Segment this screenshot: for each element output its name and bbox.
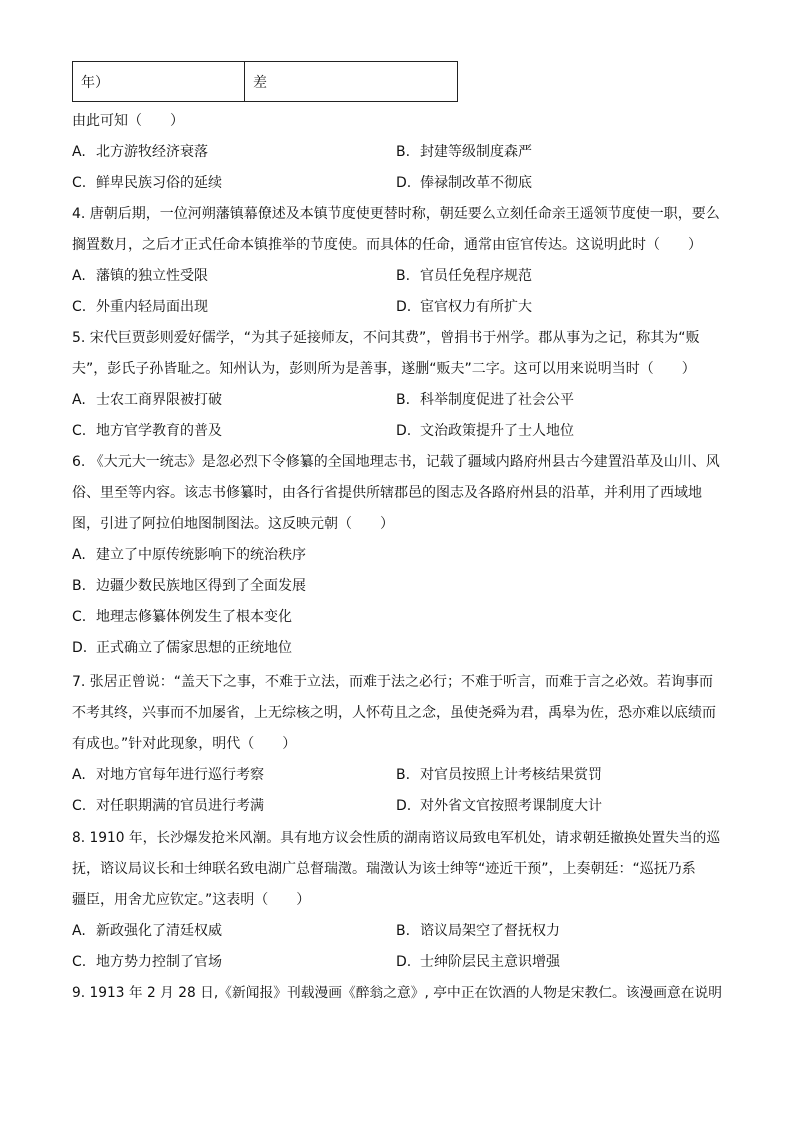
q3-option-c[interactable]: C. 鲜卑民族习俗的延续 <box>72 175 222 191</box>
table-cell: 年） <box>73 62 245 102</box>
q3-option-d[interactable]: D. 俸禄制改革不彻底 <box>396 175 532 191</box>
q5-stem-line: 夫”，彭氏子孙皆耻之。知州认为，彭则所为是善事，遂删“贩夫”二字。这可以用来说明当时（ ） <box>72 361 696 377</box>
q8-option-a[interactable]: A. 新政强化了清廷权威 <box>72 923 222 939</box>
q5-option-c[interactable]: C. 地方官学教育的普及 <box>72 423 222 439</box>
q8-stem-line: 疆臣，用舍尤应钦定。”这表明（ ） <box>72 892 311 908</box>
q6-option-b[interactable]: B. 边疆少数民族地区得到了全面发展 <box>72 578 306 594</box>
q7-stem-line: 有成也。”针对此现象，明代（ ） <box>72 736 297 752</box>
q4-stem-line: 搁置数月，之后才正式任命本镇推举的节度使。而具体的任命，通常由宦官传达。这说明此时（ ） <box>72 237 702 253</box>
q6-option-c[interactable]: C. 地理志修纂体例发生了根本变化 <box>72 609 292 625</box>
q6-stem-line: 俗、里至等内容。该志书修纂时，由各行省提供所辖郡邑的图志及各路府州县的沿革，并利用了西域地 <box>72 485 702 501</box>
q7-option-d[interactable]: D. 对外省文官按照考课制度大计 <box>396 798 602 814</box>
q7-option-b[interactable]: B. 对官员按照上计考核结果赏罚 <box>396 767 602 783</box>
q3-option-b[interactable]: B. 封建等级制度森严 <box>396 144 532 160</box>
table-row <box>73 62 458 102</box>
q5-option-a[interactable]: A. 士农工商界限被打破 <box>72 392 222 408</box>
answer-table <box>72 61 458 102</box>
q7-stem-line: 7. 张居正曾说：“盖天下之事，不难于立法，而难于法之必行；不难于听言，而难于言之必效。若询事而 <box>72 674 714 690</box>
q7-option-c[interactable]: C. 对任职期满的官员进行考满 <box>72 798 264 814</box>
q4-option-d[interactable]: D. 宦官权力有所扩大 <box>396 299 532 315</box>
q8-stem-line: 抚，谘议局议长和士绅联名致电湖广总督瑞澂。瑞澂认为该士绅等“迹近干预”，上奏朝廷：“巡抚乃系 <box>72 861 696 877</box>
q7-stem-line: 不考其终，兴事而不加屡省，上无综核之明，人怀苟且之念，虽使尧舜为君，禹皋为佐，恐亦难以底绩而 <box>72 705 716 721</box>
table-cell: 差 <box>245 62 458 102</box>
q8-option-d[interactable]: D. 士绅阶层民主意识增强 <box>396 954 560 970</box>
q6-option-d[interactable]: D. 正式确立了儒家思想的正统地位 <box>72 640 292 656</box>
q6-stem-line: 图，引进了阿拉伯地图制图法。这反映元朝（ ） <box>72 516 394 532</box>
q5-stem-line: 5. 宋代巨贾彭则爱好儒学，“为其子延接师友，不问其费”，曾捐书于州学。郡从事为之记，称其为“贩 <box>72 330 700 346</box>
q8-option-b[interactable]: B. 谘议局架空了督抚权力 <box>396 923 560 939</box>
q9-stem-line: 9. 1913 年 2 月 28 日,《新闻报》刊载漫画《醉翁之意》, 亭中正在饮酒的人物是宋教仁。该漫画意在说明 <box>72 985 722 1001</box>
q8-stem-line: 8. 1910 年，长沙爆发抢米风潮。具有地方议会性质的湖南谘议局致电军机处，请求朝廷撤换处置失当的巡 <box>72 830 721 846</box>
q7-option-a[interactable]: A. 对地方官每年进行巡行考察 <box>72 767 264 783</box>
q4-option-c[interactable]: C. 外重内轻局面出现 <box>72 299 208 315</box>
q3-stem: 由此可知（ ） <box>72 113 184 129</box>
q5-option-b[interactable]: B. 科举制度促进了社会公平 <box>396 392 574 408</box>
q4-option-b[interactable]: B. 官员任免程序规范 <box>396 268 532 284</box>
q3-option-a[interactable]: A. 北方游牧经济衰落 <box>72 144 208 160</box>
q4-stem-line: 4. 唐朝后期，一位河朔藩镇幕僚述及本镇节度使更替时称，朝廷要么立刻任命亲王遥领节度使一职，要么 <box>72 206 720 222</box>
q6-option-a[interactable]: A. 建立了中原传统影响下的统治秩序 <box>72 547 306 563</box>
q6-stem-line: 6. 《大元大一统志》是忽必烈下令修纂的全国地理志书，记载了疆域内路府州县古今建置沿革及山川、风 <box>72 454 720 470</box>
q4-option-a[interactable]: A. 藩镇的独立性受限 <box>72 268 208 284</box>
q5-option-d[interactable]: D. 文治政策提升了士人地位 <box>396 423 574 439</box>
q8-option-c[interactable]: C. 地方势力控制了官场 <box>72 954 222 970</box>
